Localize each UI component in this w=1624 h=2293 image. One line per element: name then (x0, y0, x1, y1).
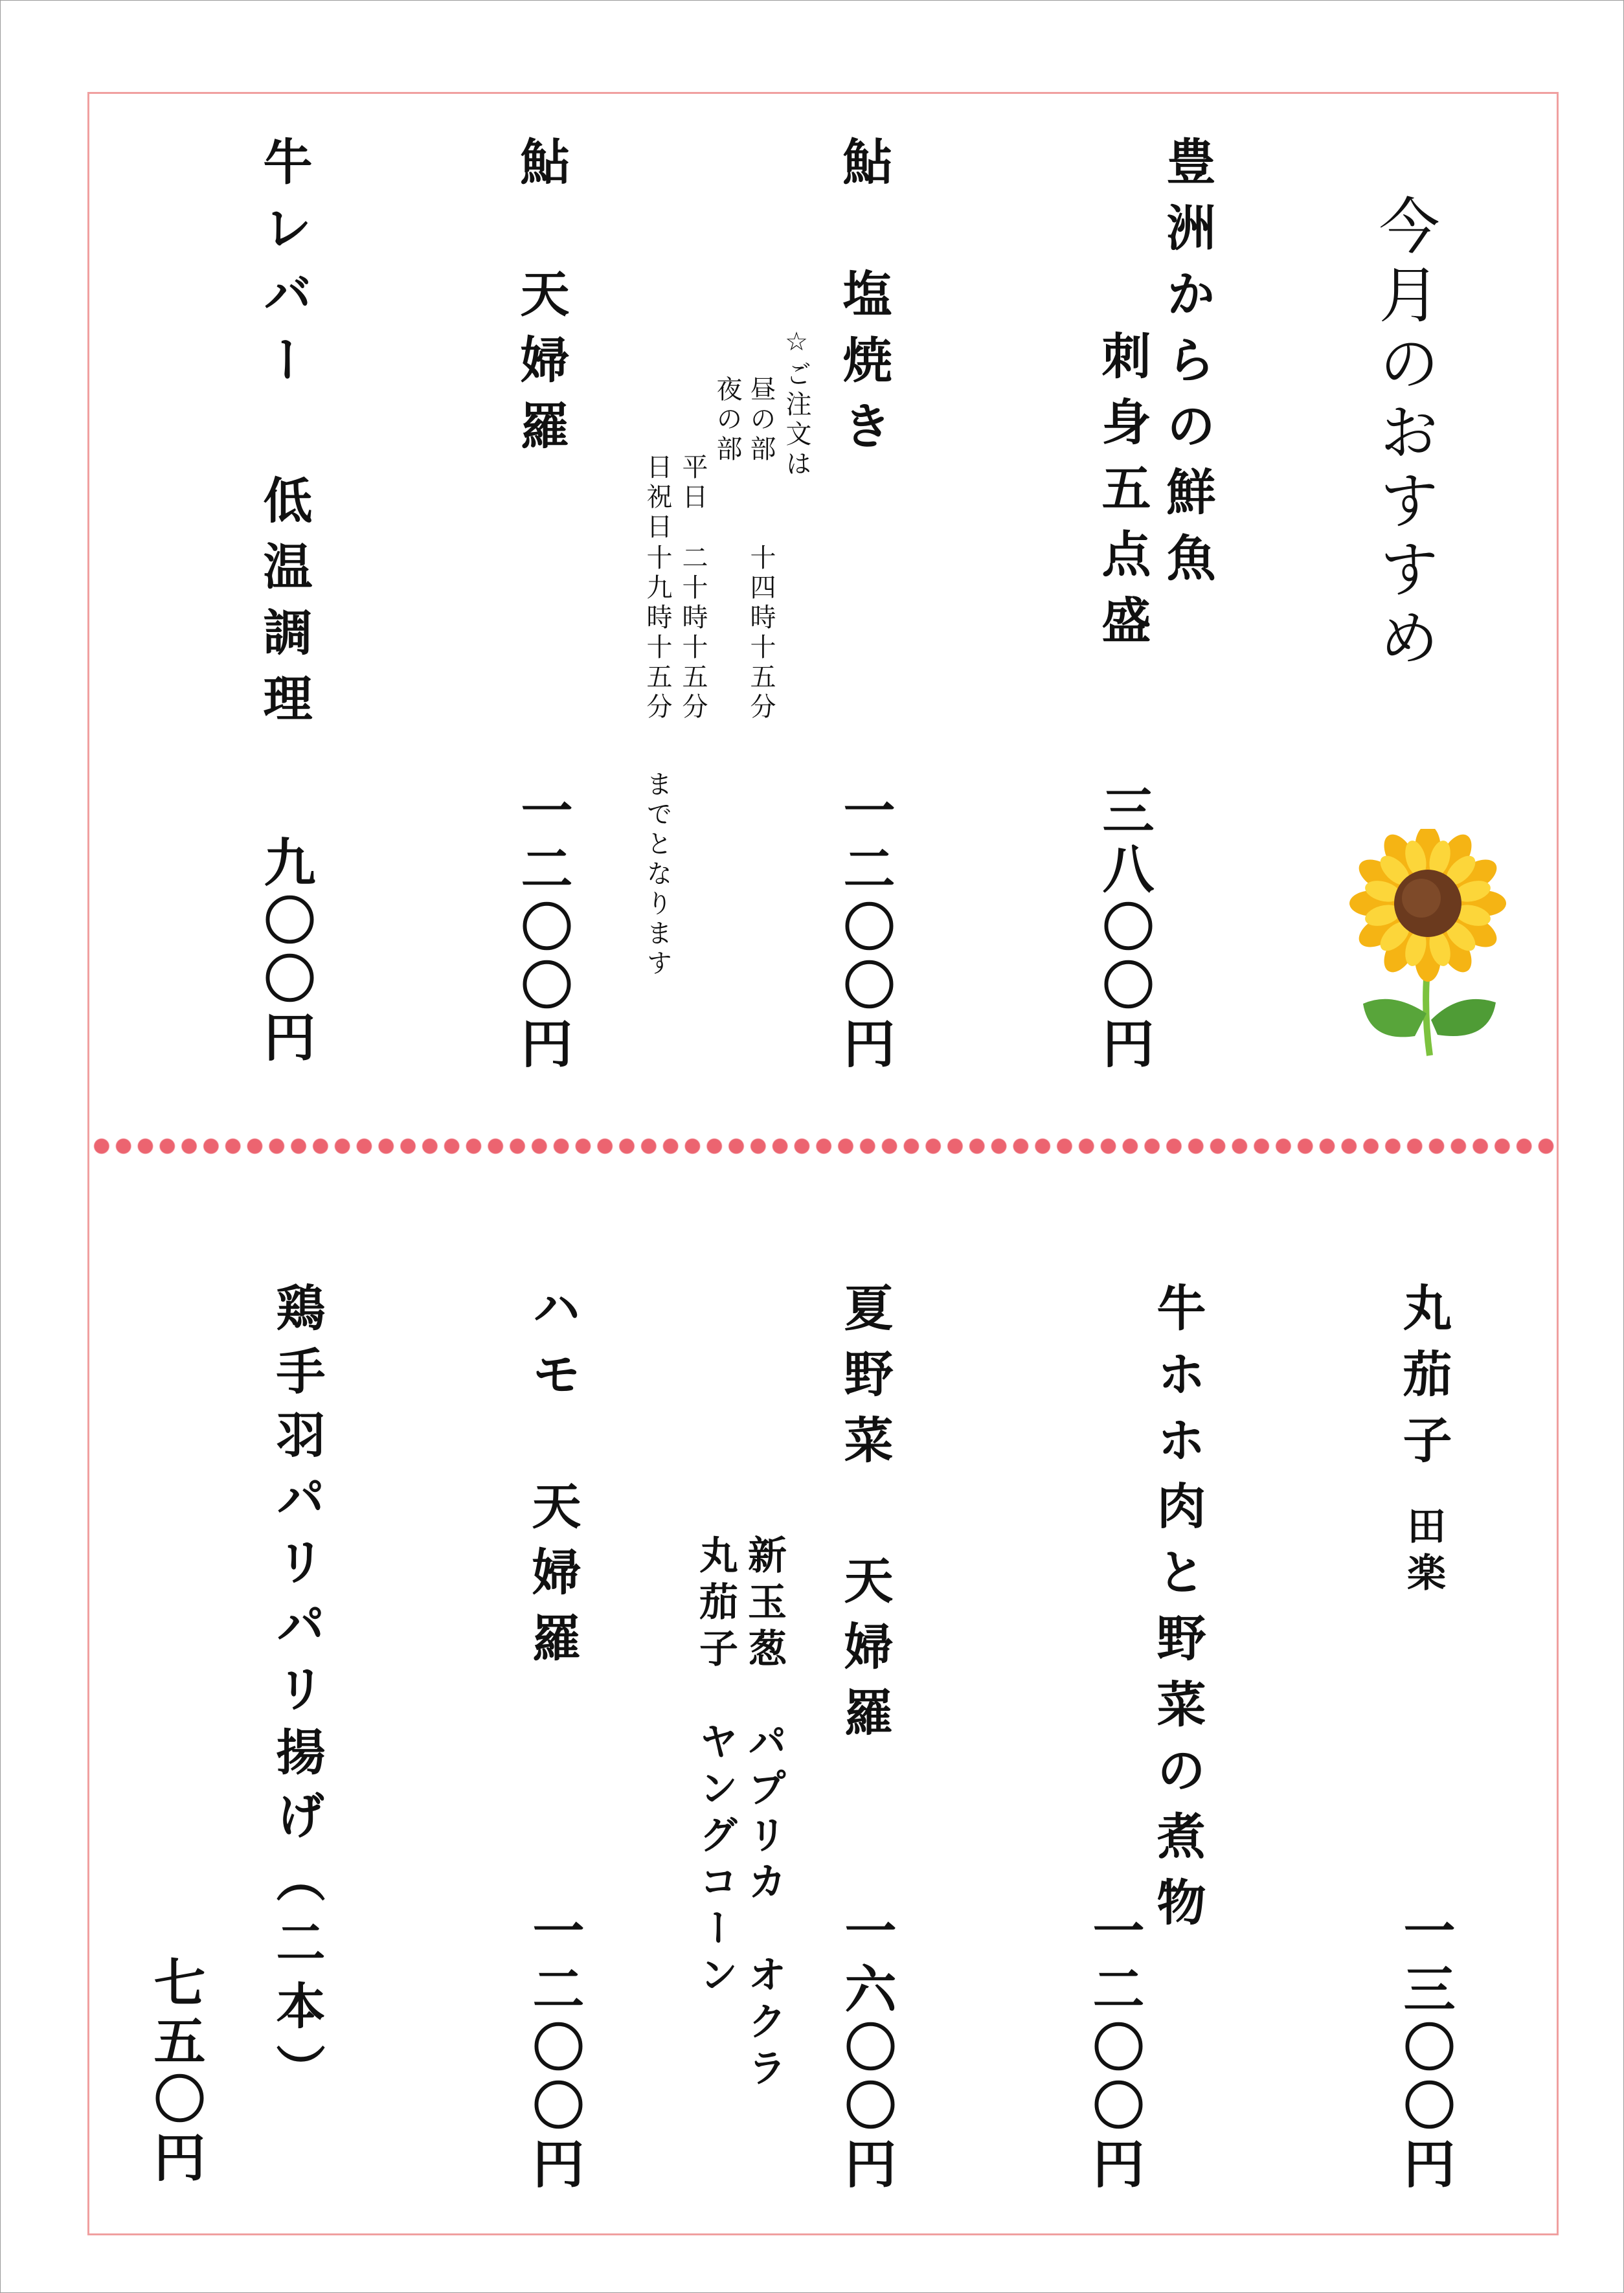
item-hamo-tempura-price: 一二〇〇円 (524, 1904, 584, 2195)
notice-closing: までとなります (642, 771, 672, 979)
menu-title: 今月のおすすめ (1368, 194, 1439, 675)
item-summer-veg-sub-line2: 丸茄子 ヤングコーン (693, 1535, 738, 2001)
item-chicken-wings-name: 鶏手羽パリパリ揚げ（二本） (268, 1282, 326, 2107)
item-nasu-dengaku-price: 一三〇〇円 (1395, 1904, 1455, 2195)
item-ayu-tempura-name: 鮎 天婦羅 (512, 136, 570, 466)
item-beef-liver-name: 牛レバー 低温調理 (255, 136, 313, 739)
item-sashimi-price: 三八〇〇円 (1094, 784, 1154, 1075)
item-summer-veg-tempura-price: 一六〇〇円 (836, 1904, 896, 2195)
item-hamo-tempura-name: ハモ 天婦羅 (524, 1282, 581, 1678)
item-beef-liver-price: 九〇〇円 (255, 835, 315, 1068)
dotted-divider (91, 1137, 1555, 1155)
item-summer-veg-sub-line1: 新玉葱 パプリカ オクラ (741, 1535, 787, 2094)
notice-holiday-label: 日祝日 (642, 453, 672, 543)
item-ayu-tempura-price: 一二〇〇円 (512, 784, 572, 1075)
item-beef-cheek-price: 一二〇〇円 (1084, 1904, 1144, 2195)
notice-lunch-label: 昼の部 (746, 376, 776, 465)
item-ayu-shioyaki-name: 鮎 塩焼き (835, 136, 892, 466)
item-summer-veg-tempura-name: 夏野菜 天婦羅 (836, 1282, 894, 1753)
notice-holiday-time: 十九時十五分 (642, 544, 672, 723)
notice-dinner-label: 夜の部 (712, 376, 742, 465)
sunflower-icon (1340, 829, 1515, 1062)
notice-weekday-time: 二十時十五分 (678, 544, 708, 723)
notice-heading: ☆ご注文は (782, 327, 811, 480)
notice-weekday-label: 平日 (678, 453, 708, 513)
item-sashimi-name-line1: 豊洲からの鮮魚 (1158, 136, 1216, 598)
item-nasu-dengaku-name-line1: 丸茄子 (1395, 1282, 1452, 1480)
item-nasu-dengaku-name-line2: 田楽 (1401, 1506, 1446, 1599)
item-chicken-wings-price: 七五〇円 (145, 1956, 205, 2189)
item-beef-cheek-name: 牛ホホ肉と野菜の煮物 (1149, 1282, 1206, 1943)
notice-lunch-time: 十四時十五分 (746, 544, 776, 723)
item-ayu-shioyaki-price: 一二〇〇円 (835, 784, 895, 1075)
item-sashimi-name-line2: 刺身五点盛 (1094, 330, 1151, 661)
